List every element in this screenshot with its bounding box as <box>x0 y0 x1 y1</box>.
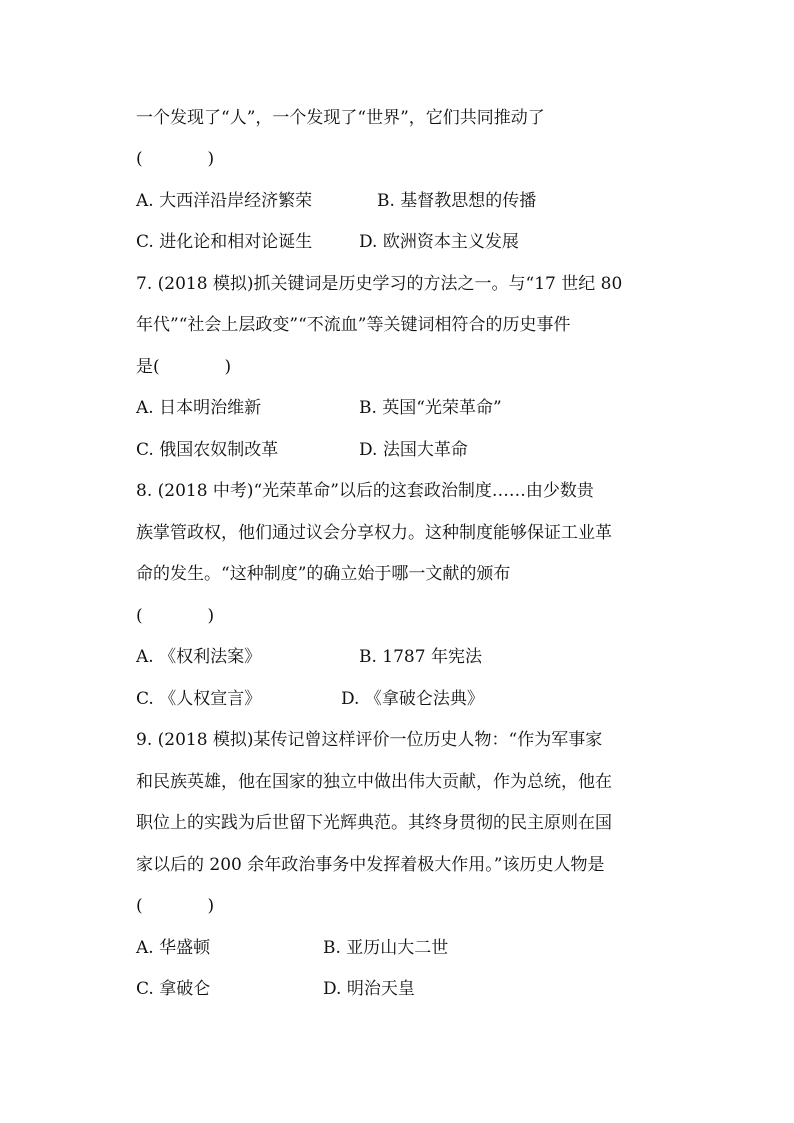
q6-stem-line-1: 一个发现了“人”，一个发现了“世界”，它们共同推动了 <box>136 108 545 128</box>
q6-option-c: C. 进化论和相对论诞生 <box>136 232 313 252</box>
q7-stem-line-3: 是( ) <box>136 357 232 377</box>
q6-answer-paren: ( ) <box>136 149 215 169</box>
q9-option-d: D. 明治天皇 <box>323 979 415 999</box>
q8-stem-line-3: 命的发生。“这种制度”的确立始于哪一文献的颁布 <box>136 564 511 584</box>
q6-option-d: D. 欧洲资本主义发展 <box>359 232 519 252</box>
q8-answer-paren: ( ) <box>136 606 215 626</box>
q8-option-a: A. 《权利法案》 <box>136 647 262 667</box>
q9-stem-line-1: 9. (2018 模拟)某传记曾这样评价一位历史人物：“作为军事家 <box>136 730 603 750</box>
q8-option-d: D. 《拿破仑法典》 <box>341 689 484 709</box>
q8-stem-line-1: 8. (2018 中考)“光荣革命”以后的这套政治制度……由少数贵 <box>136 481 594 501</box>
q9-answer-paren: ( ) <box>136 896 215 916</box>
q8-option-b: B. 1787 年宪法 <box>359 647 482 667</box>
q9-stem-line-4: 家以后的 200 余年政治事务中发挥着极大作用。”该历史人物是 <box>136 855 605 875</box>
q7-option-d: D. 法国大革命 <box>359 440 468 460</box>
q9-option-c: C. 拿破仑 <box>136 979 211 999</box>
q7-stem-line-2: 年代”“社会上层政变”“不流血”等关键词相符合的历史事件 <box>136 315 571 335</box>
q7-option-c: C. 俄国农奴制改革 <box>136 440 279 460</box>
q8-stem-line-2: 族掌管政权，他们通过议会分享权力。这种制度能够保证工业革 <box>136 523 612 543</box>
q7-option-b: B. 英国“光荣革命” <box>359 398 502 418</box>
q9-stem-line-3: 职位上的实践为后世留下光辉典范。其终身贯彻的民主原则在国 <box>136 813 612 833</box>
q7-option-a: A. 日本明治维新 <box>136 398 262 418</box>
q9-option-b: B. 亚历山大二世 <box>323 938 449 958</box>
q6-option-b: B. 基督教思想的传播 <box>377 191 537 211</box>
q9-stem-line-2: 和民族英雄，他在国家的独立中做出伟大贡献，作为总统，他在 <box>136 772 612 792</box>
q9-option-a: A. 华盛顿 <box>136 938 211 958</box>
q7-stem-line-1: 7. (2018 模拟)抓关键词是历史学习的方法之一。与“17 世纪 80 <box>136 274 623 294</box>
q6-option-a: A. 大西洋沿岸经济繁荣 <box>136 191 313 211</box>
q8-option-c: C. 《人权宣言》 <box>136 689 262 709</box>
